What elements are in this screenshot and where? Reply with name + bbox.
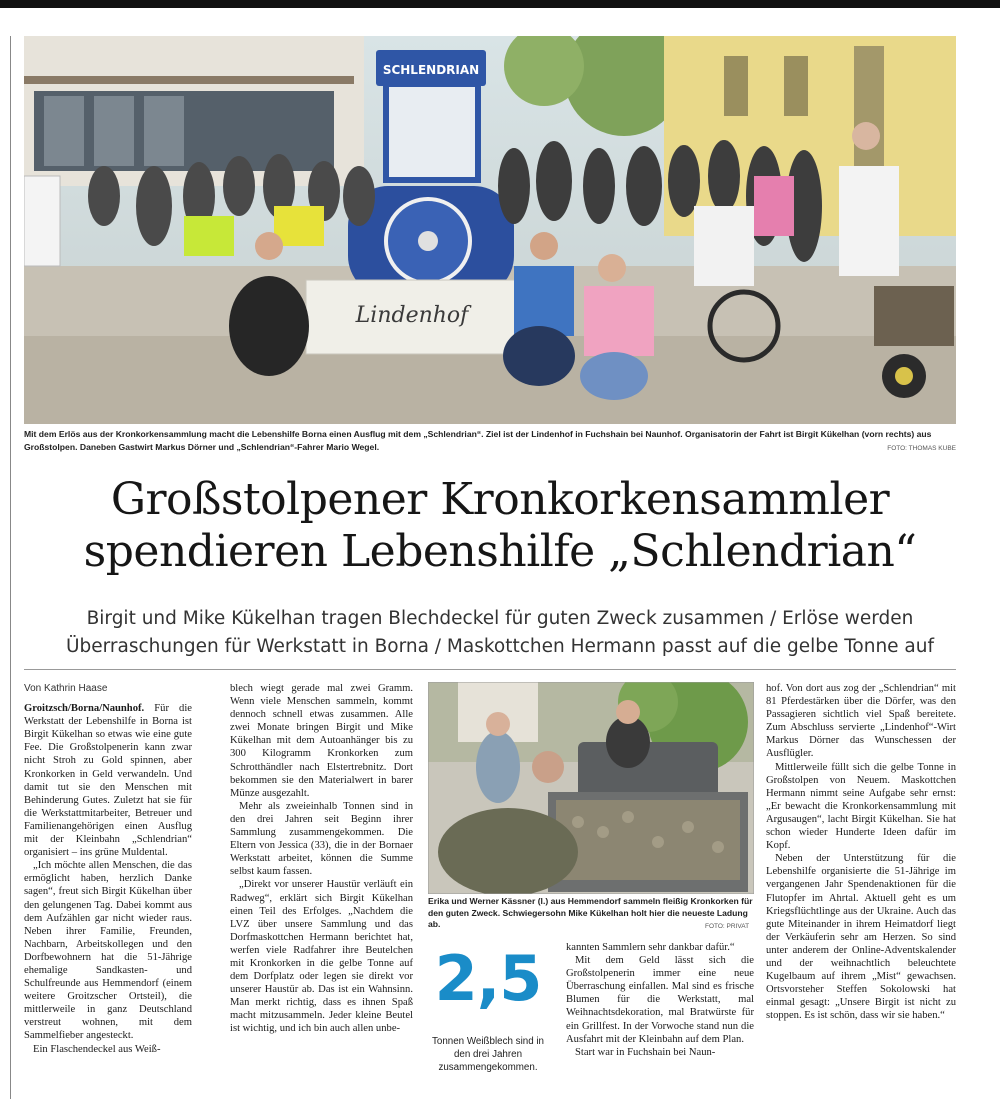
dateline: Groitzsch/Borna/Naunhof. xyxy=(24,703,145,715)
subheadline-line-1: Birgit und Mike Kükelhan tragen Blechdeckel für guten Zweck zusammen / Erlöse werden xyxy=(86,608,914,629)
factbox-caption: Tonnen Weißblech sind in den drei Jahren zusammengekommen. xyxy=(431,1036,544,1073)
section-divider xyxy=(24,669,956,670)
article-column-4 xyxy=(766,682,956,1022)
train-nameplate: SCHLENDRIAN xyxy=(382,63,480,77)
article-paragraph: blech wiegt gerade mal zwei Gramm. Wenn viele Menschen sammeln, kommt dennoch schnell etwas zusammen. Alle zwei Monate bringen Birgit und Mike Kükelhan mit dem Autoanhänger bis zu 300 Kilogramm Kronkorken zum Schrotthändler nach Elstertrebnitz. Dort bekommen sie den Materialwert in barer Münze ausgezahlt. xyxy=(230,683,413,799)
article-column-2 xyxy=(230,682,413,1036)
article-paragraph: „Ich möchte allen Menschen, die das ermöglicht haben, herzlich Danke sagen“, freut sich Birgit Kükelhan über den gelungenen Tag. Dabei kommt aus dem Aufzählen gar nicht wieder raus. Neben ihrer Familie, Freunden, Nachbarn, Arbeitskollegen und den Dorfbewohnern hat die 51-Jährige ehemalige Sandkasten- und Schulfreunde aus Hemmendorf (einem weitere Groitzscher Ortsteil), die mittlerweile in ganz Deutschland verstreut wohnen, mit dem Sammelfieber angesteckt. xyxy=(24,860,192,1042)
author-byline: Von Kathrin Haase xyxy=(24,683,108,694)
article-paragraph: kannten Sammlern sehr dankbar dafür.“ xyxy=(566,942,735,953)
article-paragraph: „Direkt vor unserer Haustür verläuft ein Radweg“, erklärt sich Birgit Kükelhan einen Teil des Erfolges. „Nachdem die LVZ über unsere Sammlung und das Dorfmaskottchen Hermann berichtet hat, werfen viele Radfahrer ihre Beutelchen mit Kronkorken in die gelbe Tonne auf dem Dorfplatz oder legen sie direkt vor unserer Haustür ab. Das ist ein Wahnsinn. Man merkt richtig, dass es ihnen Spaß macht mitzusammeln. Jeder kleine Beutel ist wichtig, und ich bin auch allen unbe- xyxy=(230,879,413,1035)
headline xyxy=(0,474,1000,578)
article-paragraph: Start war in Fuchshain bei Naun- xyxy=(575,1046,716,1058)
inset-photo-illustration xyxy=(428,682,754,894)
article-column-3 xyxy=(566,941,754,1059)
headline-line-2: spendieren Lebenshilfe „Schlendrian“ xyxy=(83,526,917,577)
headline-line-1: Großstolpener Kronkorkensammler xyxy=(110,474,890,525)
subheadline-line-2: Überraschungen für Werkstatt in Borna / Maskottchen Hermann passt auf die gelbe Tonne auf xyxy=(65,636,935,657)
inset-photo xyxy=(428,682,754,894)
photo-credit: FOTO: THOMAS KUBE xyxy=(887,445,956,452)
train-sign: Lindenhof xyxy=(355,303,469,328)
inset-credit: FOTO: PRIVAT xyxy=(705,923,750,930)
article-column-1 xyxy=(24,682,192,1056)
subheadline xyxy=(0,605,1000,661)
factbox-number: 2,5 xyxy=(434,942,542,1015)
top-bar xyxy=(0,0,1000,8)
article-paragraph: Mehr als zweieinhalb Tonnen sind in den drei Jahren seit Beginn ihrer Sammlung zusammengekommen. Die Eltern von Jessica (33), die in der Bornaer Werkstatt arbeitet, können die Summe selbst kaum fassen. xyxy=(230,800,413,878)
article-paragraph: Mittlerweile füllt sich die gelbe Tonne in Großstolpen von Neuem. Maskottchen Hermann nimmt seine Aufgabe sehr ernst: „Er bewacht die Kronkorkensammlung mit Argusaugen“, lacht Birgit Kükelhan. Sie hat schon wieder Hunderte Ideen dafür im Kopf. xyxy=(766,761,956,852)
article-paragraph: Mit dem Geld lässt sich die Großstolpenerin immer eine neue Überraschung einfallen. Mal sind es frische Blumen für die Werkstatt, mal Weihnachtsdekoration, mal Bratwürste für ein Grillfest. In der Vorwoche stand nun die Ausfahrt mit der Kleinbahn auf dem Plan. xyxy=(566,955,754,1045)
main-photo-illustration xyxy=(24,36,956,424)
photo-caption: Mit dem Erlös aus der Kronkorkensammlung macht die Lebenshilfe Borna einen Ausflug mit dem „Schlendrian“. Ziel ist der Lindenhof in Fuchshain bei Naunhof. Organisatorin der Fahrt ist Birgit Kükelhan (vorn rechts) aus Großstolpen. Daneben Gastwirt Markus Dörner und „Schlendrian“-Fahrer Mario Wegel. xyxy=(24,429,932,452)
main-photo xyxy=(24,36,956,424)
article-paragraph: Ein Flaschendeckel aus Weiß- xyxy=(33,1043,161,1055)
article-paragraph: hof. Von dort aus zog der „Schlendrian“ mit 81 Pferdestärken über die Dörfer, was den Passagieren sichtlich viel Spaß bereitete. Zum Abschluss servierte „Lindenhof“-Wirt Markus Dörner das Wunschessen der Ausflügler. xyxy=(766,683,956,760)
inset-caption: Erika und Werner Kässner (l.) aus Hemmendorf sammeln fleißig Kronkorken für den guten Zweck. Schwiegersohn Mike Kükelhan holt hier die neueste Ladung ab. xyxy=(428,896,753,930)
article-paragraph: Groitzsch/Borna/Naunhof. Für die Werkstatt der Lebenshilfe in Borna ist Birgit Kükelhan so etwas wie eine gute Fee. Die Großstolpenerin kann zwar nicht Stroh zu Gold spinnen, aber Kronkorken in Geld verwandeln. Und damit tut sie den Menschen mit Behinderung Gutes. Zuletzt hat sie für die Werkstattmitarbeiter, Betreuer und Familienangehörigen einen Ausflug mit der Kleinbahn „Schlendrian“ organisiert – ins grüne Muldental. xyxy=(24,703,192,859)
article-paragraph: Neben der Unterstützung für die Lebenshilfe organisierte die 51-Jährige im vergangenen Jahr Spendenaktionen für die Flutopfer im Ahrtal. Aktuell geht es um Kriegsflüchtlinge aus der Ukraine. Auch das gute Miteinander in ihrem Heimatdorf liegt der Verkäuferin sehr am Herzen. So sind unter anderem der Online-Adventskalender und der weihnachtlich beleuchtete Kugelbaum auf ihrem „Mist“ gewachsen. Ortsvorsteher Steffen Sokolowski hat einmal gesagt: „Unsere Birgit ist nicht zu stoppen. Es ist schön, dass wir sie haben.“ xyxy=(766,853,956,1022)
